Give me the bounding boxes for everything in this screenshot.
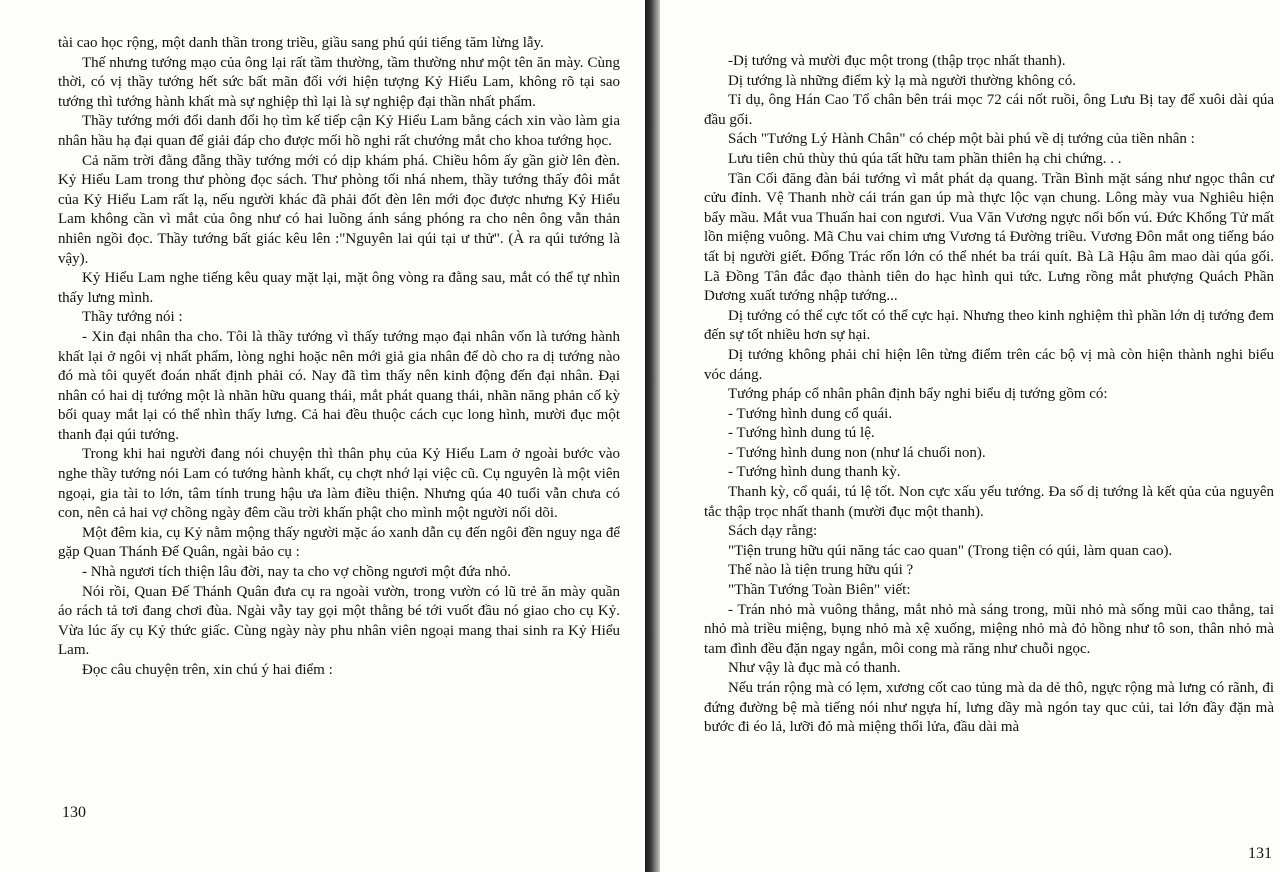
paragraph: Tướng pháp cổ nhân phân định bẩy nghi biểu dị tướng gồm có: xyxy=(728,386,1108,403)
paragraph: Tỉ dụ, ông Hán Cao Tổ chân bên trái mọc 72 cái nốt ruồi, ông Lưu Bị tay để xuôi dài qúa đầu gối. xyxy=(704,92,1274,128)
left-page-text xyxy=(58,34,620,681)
right-page-text xyxy=(704,52,1274,738)
paragraph: Thế nhưng tướng mạo của ông lại rất tầm thường, tầm thường như một tên ăn mày. Cùng thời, có vị thầy tướng hết sức bất mãn đối với hiện tượng Kỷ Hiểu Lam, không rõ tại sao tướng thì tướng hành khất mà sự nghiệp thì lại là sự nghiệp đại thần nhất phẩm. xyxy=(58,54,620,110)
paragraph: Dị tướng là những điểm kỳ lạ mà người thường không có. xyxy=(728,72,1076,89)
paragraph: Sách "Tướng Lý Hành Chân" có chép một bài phú về dị tướng của tiền nhân : xyxy=(728,131,1195,148)
right-page xyxy=(660,0,1280,872)
list-item: - Tướng hình dung thanh kỳ. xyxy=(728,464,901,481)
paragraph: tài cao học rộng, một danh thần trong triều, giầu sang phú qúi tiếng tăm lừng lẫy. xyxy=(58,35,544,51)
page-number-right: 131 xyxy=(1248,845,1272,862)
paragraph: Thanh kỳ, cổ quái, tú lệ tốt. Non cực xấu yểu tướng. Đa số dị tướng là kết qủa của nguyên tắc thập trọc nhất thanh (mười đục một thanh). xyxy=(704,484,1274,520)
paragraph: Sách dạy rằng: xyxy=(728,523,818,540)
paragraph: Thầy tướng mới đổi danh đổi họ tìm kế tiếp cận Kỷ Hiểu Lam bằng cách xin vào làm gia nhân hầu hạ đại quan để giải đáp cho được mối hồ nghi rất chướng mắt cho khoa tướng học. xyxy=(58,113,620,149)
paragraph: "Thần Tướng Toàn Biên" viết: xyxy=(728,582,911,599)
paragraph: - Nhà ngươi tích thiện lâu đời, nay ta cho vợ chồng ngươi một đứa nhỏ. xyxy=(82,564,511,581)
paragraph: Trong khi hai người đang nói chuyện thì thân phụ của Kỷ Hiểu Lam ở ngoài bước vào nghe thầy tướng nói Lam có tướng hành khất, cụ chợt nhớ lại việc cũ. Cụ nguyên là một viên ngoại, gia tài to lớn, tâm tính trung hậu ưa làm điều thiện. Nhưng qúa 40 tuổi vẫn chưa có con, nên cả hai vợ chồng ngày đêm cầu trời khấn phật cho mình một người nối dõi. xyxy=(58,446,620,522)
paragraph: Một đêm kia, cụ Kỷ nằm mộng thấy người mặc áo xanh dẫn cụ đến ngôi đền nguy nga để gặp Quan Thánh Đế Quân, ngài bảo cụ : xyxy=(58,524,620,561)
paragraph: Thầy tướng nói : xyxy=(82,309,183,326)
paragraph: Kỷ Hiểu Lam nghe tiếng kêu quay mặt lại, mặt ông vòng ra đằng sau, mắt có thể tự nhìn thấy lưng mình. xyxy=(58,270,620,306)
paragraph: "Tiện trung hữu qúi năng tác cao quan" (Trong tiện có qúi, làm quan cao). xyxy=(728,542,1173,559)
list-item: - Tướng hình dung non (như lá chuối non). xyxy=(728,444,986,461)
paragraph: Tần Cối đăng đàn bái tướng vì mắt phát dạ quang. Trần Bình mặt sáng như ngọc thân cư cửu đỉnh. Vệ Thanh nhờ cái trán gan úp mà thực lộc vạn chung. Lông mày vua Nghiêu hiện bẩy mầu. Mắt vua Thuấn hai con ngươi. Vua Văn Vương ngực nổi bốn vú. Đức Khổng Tử mất lồn miệng vuông. Mã Chu vai chim ưng Vương tá Đường triều. Vương Đôn mắt ong tiếng báo tất bị người giết. Đổng Trác rốn lớn có thể nhét ba trái quít. Bà Lã Hậu âm mao dài qúa gối. Lã Đồng Tân đắc đạo thành tiên do hạc hình qui tức. Lưng rồng mắt phượng Quách Phần Dương xuất tướng nhập tướng... xyxy=(704,170,1274,305)
paragraph: Thế nào là tiện trung hữu qúi ? xyxy=(728,562,914,579)
paragraph: Dị tướng không phải chỉ hiện lên từng điểm trên các bộ vị mà còn hiện thành nghi biểu vóc dáng. xyxy=(704,346,1274,383)
paragraph: Cả năm trời đằng đẵng thầy tướng mới có dịp khám phá. Chiều hôm ấy gần giờ lên đèn. Kỷ Hiểu Lam trong thư phòng đọc sách. Thư phòng tối nhá nhem, thầy tướng thấy đôi mắt của Kỷ Hiểu Lam rất lạ, nếu người khác đã phải đốt đèn lên mới đọc được nhưng Kỷ Hiểu Lam không cần vì mắt của ông như có hai luồng ánh sáng phóng ra cho nên ông vẫn thản nhiên ngồi đọc. Thầy tướng bất giác kêu lên :"Nguyên lai qúi tại ư thử". (À ra qúi tướng là vậy). xyxy=(58,152,620,267)
paragraph: - Xin đại nhân tha cho. Tôi là thầy tướng vì thấy tướng mạo đại nhân vốn là tướng hành khất lại ở ngôi vị nhất phẩm, lòng nghi hoặc nên mới giả gia nhân để dò cho ra dị tướng nào đó mà tôi quyết đoán nhất định phải có. Nay đã tìm thấy nên kinh động đến đại nhân. Đại nhân có hai dị tướng một là nhãn hữu quang thái, mắt phát quang thái, nhãn năng phản cố kỳ bối quay mắt lại có thể nhìn thấy lưng. Cả hai đều thuộc cách cục long hình, mười đục một thanh đại qúi tướng. xyxy=(58,328,620,443)
paragraph: Dị tướng có thể cực tốt có thể cực hại. Nhưng theo kinh nghiệm thì phần lớn dị tướng đem đến sự tốt nhiều hơn sự hại. xyxy=(704,307,1274,344)
paragraph: Nói rồi, Quan Đế Thánh Quân đưa cụ ra ngoài vườn, trong vườn có lũ trẻ ăn mày quần áo rách tả tơi đang chơi đùa. Ngài vẫy tay gọi một thằng bé tới vuốt đầu nó giao cho cụ Kỷ. Vừa lúc ấy cụ Kỷ thức giấc. Cùng ngày này phu nhân viên ngoại mang thai sinh ra Kỷ Hiểu Lam. xyxy=(58,583,620,659)
list-item: - Tướng hình dung cổ quái. xyxy=(728,405,893,422)
page-number-left: 130 xyxy=(62,804,86,821)
paragraph: Lưu tiên chủ thùy thủ qúa tất hữu tam phần thiên hạ chi chứng. . . xyxy=(728,150,1122,167)
list-item: - Tướng hình dung tú lệ. xyxy=(728,425,875,442)
paragraph: Đọc câu chuyện trên, xin chú ý hai điểm : xyxy=(82,662,333,678)
paragraph: - Trán nhỏ mà vuông thẳng, mắt nhỏ mà sáng trong, mũi nhỏ mà sống mũi cao thẳng, tai nhỏ mà triều miệng, bụng nhỏ mà xệ xuống, miệng nhỏ mà đỏ hồng như tô son, thân nhỏ mà tam đình đều đặn ngay ngắn, môi cong mà răng như chuỗi ngọc. xyxy=(704,601,1274,657)
paragraph: Như vậy là đục mà có thanh. xyxy=(728,660,901,677)
paragraph: Nếu trán rộng mà có lẹm, xương cốt cao tủng mà da dẻ thô, ngực rộng mà lưng có rãnh, đi đứng đường bệ mà tiếng nói như ngựa hí, lưng dầy mà ngón tay quc củi, tai lớn đầy đặn mà bước đi éo lả, lưỡi đỏ mà miệng thổi lửa, đầu dài mà xyxy=(704,680,1274,736)
paragraph: -Dị tướng và mười đục một trong (thập trọc nhất thanh). xyxy=(728,53,1066,69)
book-gutter xyxy=(645,0,660,872)
